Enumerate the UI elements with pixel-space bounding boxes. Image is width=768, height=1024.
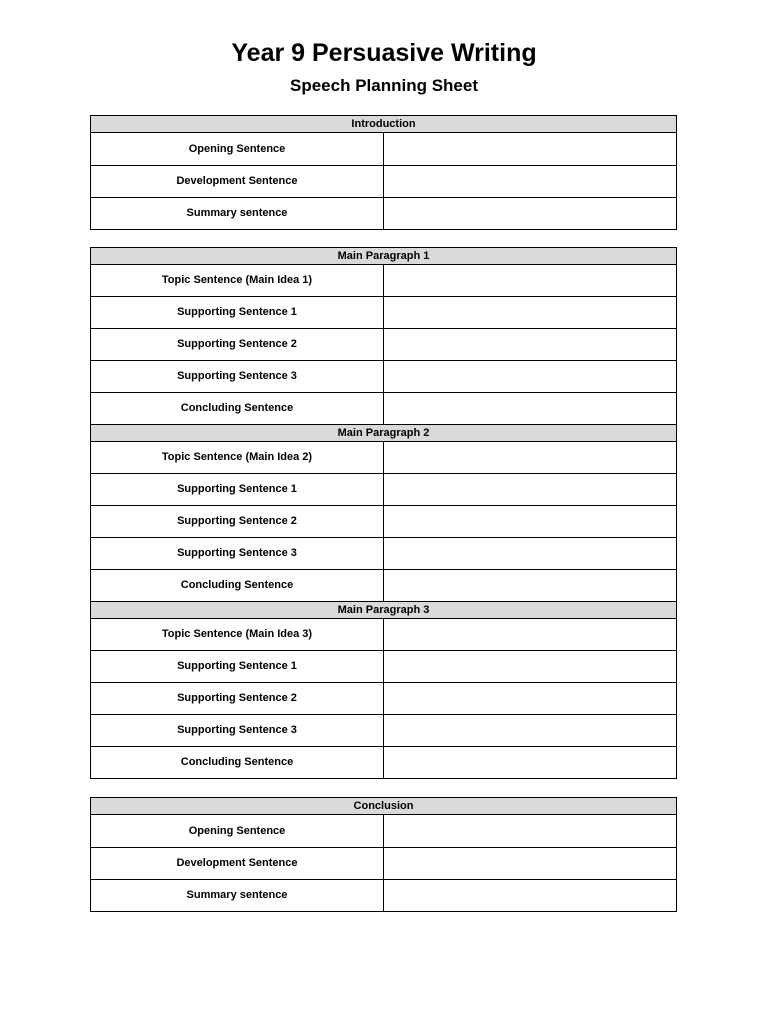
main-paragraph-3-heading: Main Paragraph 3 (91, 602, 677, 619)
mp3-topic-field[interactable] (384, 619, 677, 651)
mp3-concluding-field[interactable] (384, 747, 677, 779)
mp2-topic-label: Topic Sentence (Main Idea 2) (91, 442, 384, 474)
conclusion-summary-label: Summary sentence (91, 880, 384, 912)
intro-summary-label: Summary sentence (91, 198, 384, 230)
intro-development-label: Development Sentence (91, 166, 384, 198)
conclusion-development-field[interactable] (384, 848, 677, 880)
intro-development-field[interactable] (384, 166, 677, 198)
intro-summary-field[interactable] (384, 198, 677, 230)
mp1-supporting-1-field[interactable] (384, 297, 677, 329)
mp3-topic-label: Topic Sentence (Main Idea 3) (91, 619, 384, 651)
mp3-supporting-3-field[interactable] (384, 715, 677, 747)
mp2-concluding-label: Concluding Sentence (91, 570, 384, 602)
mp3-supporting-2-label: Supporting Sentence 2 (91, 683, 384, 715)
mp1-supporting-2-field[interactable] (384, 329, 677, 361)
mp2-supporting-3-label: Supporting Sentence 3 (91, 538, 384, 570)
mp2-supporting-1-label: Supporting Sentence 1 (91, 474, 384, 506)
conclusion-heading: Conclusion (91, 798, 677, 815)
main-paragraph-1-heading: Main Paragraph 1 (91, 248, 677, 265)
page-subtitle: Speech Planning Sheet (290, 76, 478, 95)
intro-opening-label: Opening Sentence (91, 133, 384, 166)
mp2-supporting-3-field[interactable] (384, 538, 677, 570)
conclusion-opening-label: Opening Sentence (91, 815, 384, 848)
mp3-concluding-label: Concluding Sentence (91, 747, 384, 779)
mp1-supporting-2-label: Supporting Sentence 2 (91, 329, 384, 361)
page-title: Year 9 Persuasive Writing (231, 39, 537, 67)
conclusion-table (90, 797, 677, 912)
introduction-heading: Introduction (91, 116, 677, 133)
conclusion-opening-field[interactable] (384, 815, 677, 848)
mp1-concluding-field[interactable] (384, 393, 677, 425)
mp2-supporting-2-label: Supporting Sentence 2 (91, 506, 384, 538)
mp1-topic-label: Topic Sentence (Main Idea 1) (91, 265, 384, 297)
intro-opening-field[interactable] (384, 133, 677, 166)
mp3-supporting-3-label: Supporting Sentence 3 (91, 715, 384, 747)
mp1-supporting-3-field[interactable] (384, 361, 677, 393)
conclusion-summary-field[interactable] (384, 880, 677, 912)
mp2-concluding-field[interactable] (384, 570, 677, 602)
conclusion-development-label: Development Sentence (91, 848, 384, 880)
mp2-topic-field[interactable] (384, 442, 677, 474)
mp2-supporting-1-field[interactable] (384, 474, 677, 506)
mp2-supporting-2-field[interactable] (384, 506, 677, 538)
mp3-supporting-1-label: Supporting Sentence 1 (91, 651, 384, 683)
introduction-table (90, 115, 677, 230)
main-paragraphs-table (90, 247, 677, 779)
mp1-topic-field[interactable] (384, 265, 677, 297)
mp1-concluding-label: Concluding Sentence (91, 393, 384, 425)
mp1-supporting-3-label: Supporting Sentence 3 (91, 361, 384, 393)
main-paragraph-2-heading: Main Paragraph 2 (91, 425, 677, 442)
mp3-supporting-2-field[interactable] (384, 683, 677, 715)
mp3-supporting-1-field[interactable] (384, 651, 677, 683)
mp1-supporting-1-label: Supporting Sentence 1 (91, 297, 384, 329)
